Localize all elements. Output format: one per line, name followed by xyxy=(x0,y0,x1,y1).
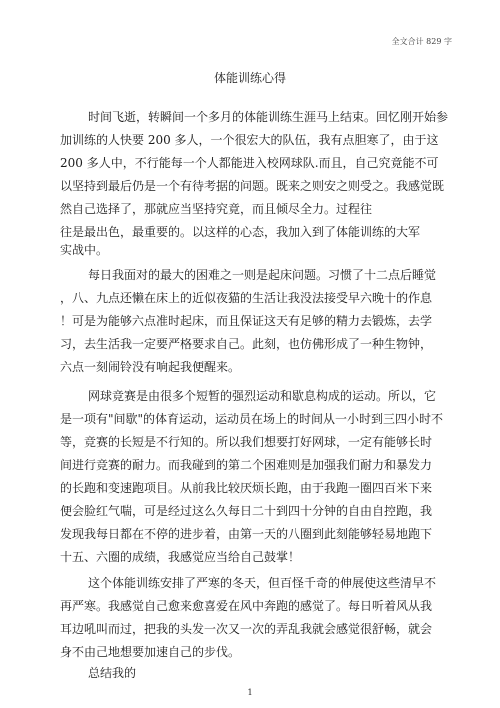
paragraph-line: 200 多人中，不行能每一个人都能进入校网球队.而且，自己究竟能不可 xyxy=(60,156,439,170)
paragraph-line: 再严寒。我感觉自己愈来愈喜爱在风中奔跑的感觉了。每日听着风从我 xyxy=(60,599,433,613)
paragraph-line: 间进行竞赛的耐力。而我碰到的第二个困难则是加强我们耐力和暴发力 xyxy=(60,458,433,472)
paragraph-line: 十五、六圈的成绩，我感觉应当给自己鼓掌！ xyxy=(60,550,301,564)
paragraph-line: 这个体能训练安排了严寒的冬天，但百怪千奇的伸展使这些清早不 xyxy=(88,576,437,590)
paragraph-line: 网球竞赛是由很多个短暂的强烈运动和歇息构成的运动。所以，它 xyxy=(88,389,437,403)
paragraph-line: 习，去生活我一定要严格要求自己。此刻，也仿佛形成了一种生物钟， xyxy=(60,337,433,351)
paragraph-line: ，八、九点还懒在床上的近似夜猫的生活让我没法接受早六晚十的作息 xyxy=(60,291,433,305)
paragraph-line: 身不由己地想要加速自己的步伐。 xyxy=(60,645,241,659)
paragraph-line: 以坚持到最后仍是一个有待考据的问题。既来之则安之则受之。我感觉既 xyxy=(60,179,445,193)
paragraph-line: 总结我的 xyxy=(88,666,137,680)
paragraph-line: 每日我面对的最大的困难之一则是起床问题。习惯了十二点后睡觉 xyxy=(88,268,437,282)
paragraph-line: 实战中。 xyxy=(60,243,109,257)
page-title: 体能训练心得 xyxy=(213,71,286,85)
paragraph-line: 是一项有"间歇"的体育运动，运动员在场上的时间从一小时到三四小时不 xyxy=(60,412,444,426)
paragraph-line: 六点一刻闹铃没有响起我便醒来。 xyxy=(60,360,241,374)
paragraph-line: 发现我每日都在不停的进步着，由第一天的八圈到此刻能够轻易地跑下 xyxy=(60,527,433,541)
paragraph-line: 等，竞赛的长短是不行知的。所以我们想要打好网球，一定有能够长时 xyxy=(60,435,433,449)
paragraph-line: 时间飞逝，转瞬间一个多月的体能训练生涯马上结束。回忆刚开始参 xyxy=(88,110,449,124)
paragraph-line: ！可是为能够六点准时起床，而且保证这天有足够的精力去锻炼，去学 xyxy=(60,314,433,328)
paragraph-line: 然自己选择了，那就应当坚持究竟，而且倾尽全力。过程往 xyxy=(60,202,373,216)
page-number: 1 xyxy=(247,688,253,697)
paragraph-line: 加训练的人快要 200 多人，一个很宏大的队伍，我有点胆寒了，由于这 xyxy=(60,133,439,147)
word-count: 全文合计 829 字 xyxy=(391,37,452,46)
paragraph-line: 耳边吼叫而过，把我的头发一次又一次的弄乱我就会感觉很舒畅，就会 xyxy=(60,622,433,636)
paragraph-line: 往是最出色，最重要的。以这样的心态，我加入到了体能训练的大军 xyxy=(60,225,421,239)
paragraph-line: 的长跑和变速跑项目。从前我比较厌烦长跑，由于我跑一圈四百米下来 xyxy=(60,481,433,495)
paragraph-line: 便会脸红气喘，可是经过这么久每日二十到四十分钟的自由自控跑，我 xyxy=(60,504,433,518)
